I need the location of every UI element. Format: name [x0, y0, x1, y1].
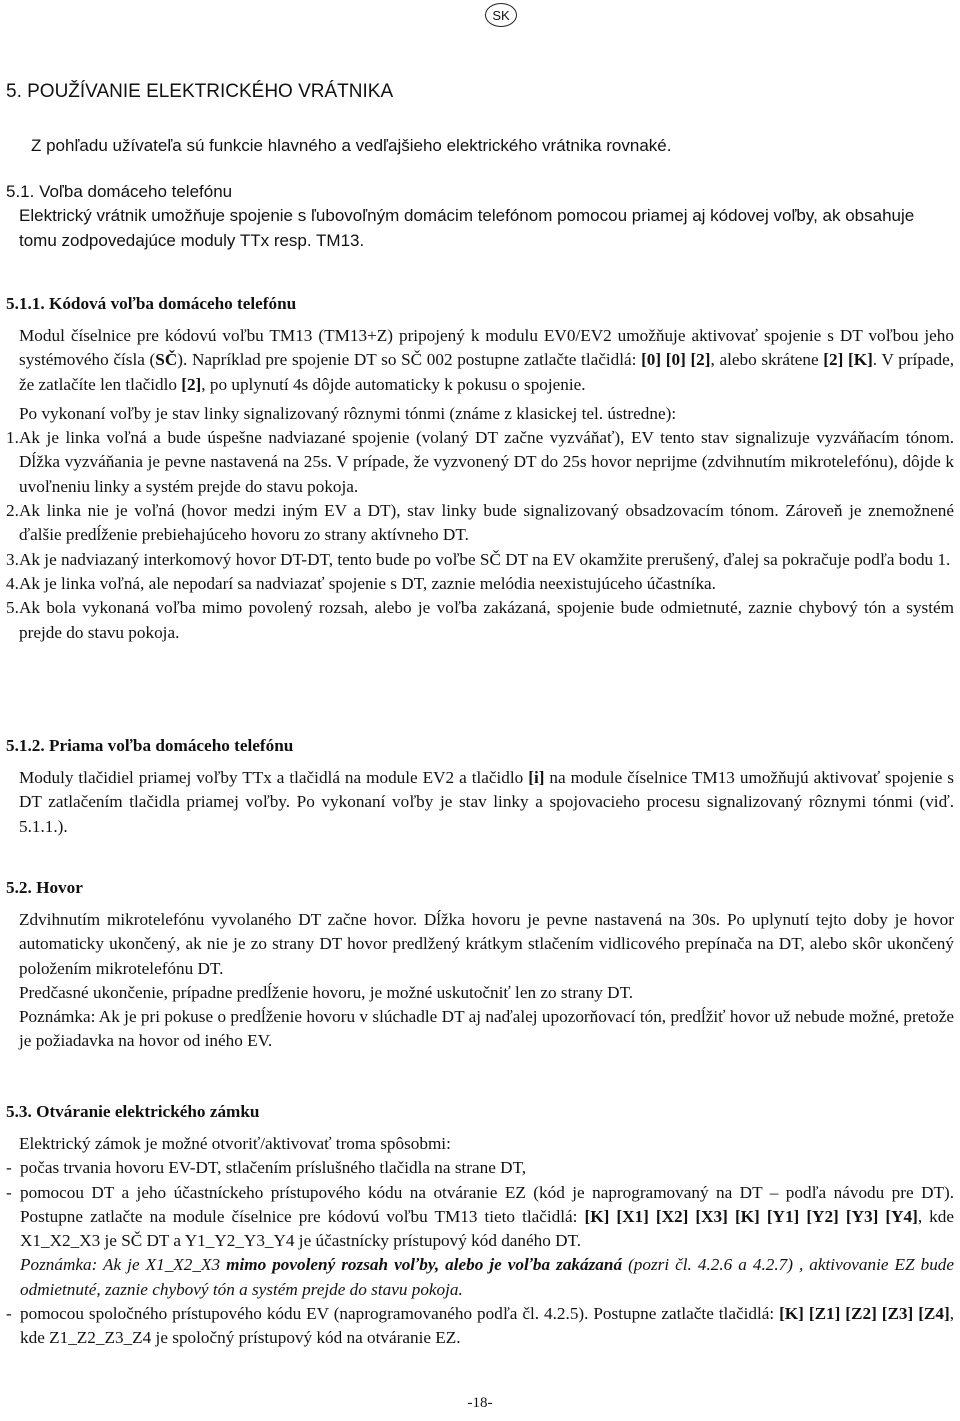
- p1-text-c: ). Napríklad pre spojenie DT so SČ 002 postupne zatlačte tlačidlá:: [177, 350, 642, 370]
- section-5-3: [6, 1100, 954, 1351]
- section-5-2: [6, 876, 954, 1054]
- p1-text-e: , alebo skrátene: [710, 350, 824, 370]
- note-bold: mimo povolený rozsah voľby, alebo je voľba zakázaná: [226, 1255, 623, 1275]
- intro-text: Z pohľadu užívateľa sú funkcie hlavného a vedľajšieho elektrického vrátnika rovnaké.: [31, 136, 672, 155]
- p1-sc-bold: SČ: [155, 350, 178, 370]
- chapter-title: 5. POUŽÍVANIE ELEKTRICKÉHO VRÁTNIKA: [6, 81, 394, 102]
- section-5-2-p1: Zdvihnutím mikrotelefónu vyvolaného DT začne hovor. Dĺžka hovoru je pevne nastavená na 30s. Po uplynutí tejto doby je hovor automaticky ukončený, ak nie je zo strany DT hovor predlžený krátkym stlačením vidlicového prepínača na DT, alebo skôr ukončený položením mikrotelefónu DT.: [19, 910, 954, 978]
- section-5-1-text: Elektrický vrátnik umožňuje spojenie s ľubovoľným domácim telefónom pomocou priamej aj kódovej voľby, ak obsahuje tomu zodpovedajúce moduly TTx resp. TM13.: [19, 206, 915, 250]
- key-i: [i]: [528, 768, 545, 787]
- list-item: 3. Ak je nadviazaný interkomový hovor DT-DT, tento bude po voľbe SČ DT na EV okamžite prerušený, ďalej sa pokračuje podľa bodu 1.: [6, 549, 951, 569]
- key-sequence-ev: [K] [Z1] [Z2] [Z3] [Z4]: [779, 1304, 950, 1324]
- list-item: 2. Ak linka nie je voľná (hovor medzi iným EV a DT), stav linky bude signalizovaný obsadzovacím tónom. Zároveň je znemožnené ďalšie predĺženie prebiehajúceho hovoru zo strany aktívneho DT.: [6, 501, 954, 545]
- section-5-1-1: [6, 292, 954, 645]
- section-5-2-note: Poznámka: Ak je pri pokuse o predĺženie hovoru v slúchadle DT aj naďalej upozorňovací tón, predĺžiť hovor už nebude možné, pretože je požiadavka na hovor od iného EV.: [19, 1007, 954, 1051]
- language-badge: SK: [485, 3, 517, 27]
- list-item: - pomocou spoločného prístupového kódu EV (naprogramovaného podľa čl. 4.2.5). Postupne zatlačte tlačidlá: [K] [Z1] [Z2] [Z3] [Z4], kde Z1_Z2_Z3_Z4 je spoločný prístupový kód na otváranie EZ.: [6, 1304, 954, 1348]
- section-5-1-1-title: 5.1.1. Kódová voľba domáceho telefónu: [6, 294, 297, 313]
- section-5-3-title: 5.3. Otváranie elektrického zámku: [6, 1102, 260, 1121]
- section-5-2-p2: Predčasné ukončenie, prípadne predĺženie hovoru, je možné uskutočniť len zo strany DT.: [19, 982, 634, 1002]
- section-5-1-2-text: Moduly tlačidiel priamej voľby TTx a tlačidlá na module EV2 a tlačidlo [i] na module číselnice TM13 umožňujú aktivovať spojenie s DT zatlačením tlačidla priamej voľby. Po vykonaní voľby je stav linky a spojovacieho procesu signalizovaný rôznymi tónmi (viď. 5.1.1.).: [19, 768, 954, 836]
- p1-keys-2k: [2] [K]: [823, 350, 873, 370]
- section-5-1-1-paragraph: [6, 324, 954, 397]
- p1-key-2: [2]: [181, 374, 202, 394]
- page-number: -18-: [467, 1395, 493, 1411]
- p1-keys-002: [0] [0] [2]: [641, 350, 711, 370]
- section-5-1: [6, 180, 954, 253]
- p1-text-i: , po uplynutí 4s dôjde automaticky k pokusu o spojenie.: [201, 374, 586, 394]
- key-sequence-dt: [K] [X1] [X2] [X3] [K] [Y1] [Y2] [Y3] [Y4]: [584, 1206, 918, 1226]
- list-item: - pomocou DT a jeho účastníckeho prístupového kódu na otváranie EZ (kód je naprogramovaný na DT – podľa návodu pre DT). Postupne zatlačte na module číselnice pre kódovú voľbu TM13 tieto tlačidlá: [K] [X1] [X2] [X3] [K] [Y1] [Y2] [Y3] [Y4], kde X1_X2_X3 je SČ DT a Y1_Y2_Y3_Y4 je účastnícky prístupový kód daného DT.: [6, 1182, 955, 1251]
- p1-text-a: Modul číselnice pre kódovú voľbu TM13 (TM13+Z) pripojený k modulu EV0/EV2 umožňuje aktivovať spojenie s DT voľbou jeho systémového čísla (: [19, 326, 954, 370]
- list-item: - počas trvania hovoru EV-DT, stlačením príslušného tlačidla na strane DT,: [6, 1158, 527, 1178]
- section-5-2-title: 5.2. Hovor: [6, 878, 83, 897]
- list-item: 5. Ak bola vykonaná voľba mimo povolený rozsah, alebo je voľba zakázaná, spojenie bude odmietnuté, zaznie chybový tón a systém prejde do stavu pokoja.: [6, 598, 954, 642]
- section-5-1-2: [6, 734, 954, 839]
- list-item: 4. Ak je linka voľná, ale nepodarí sa nadviazať spojenie s DT, zaznie melódia neexistujúceho účastníka.: [6, 573, 716, 593]
- tones-intro: Po vykonaní voľby je stav linky signalizovaný rôznymi tónmi (známe z klasickej tel. ústredne):: [19, 403, 677, 423]
- section-5-3-intro: Elektrický zámok je možné otvoriť/aktivovať troma spôsobmi:: [19, 1134, 451, 1153]
- section-5-1-title: 5.1. Voľba domáceho telefónu: [6, 182, 233, 201]
- section-5-1-2-title: 5.1.2. Priama voľba domáceho telefónu: [6, 736, 294, 755]
- note-italic: Poznámka: Ak je X1_X2_X3 mimo povolený rozsah voľby, alebo je voľba zakázaná (pozri čl. 4.2.6 a 4.2.7) , aktivovanie EZ bude odmietnuté, zaznie chybový tón a systém prejde do stavu pokoja.: [20, 1255, 955, 1299]
- p1-text-g: . V prípade, že zatlačíte len tlačidlo: [19, 350, 955, 394]
- chapter-intro: [6, 134, 954, 158]
- list-item: 1. Ak je linka voľná a bude úspešne nadviazané spojenie (volaný DT začne vyzváňať), EV tento stav signalizuje vyzváňacím tónom. Dĺžka vyzváňania je pevne nastavená na 25s. V prípade, že vyzvonený DT do 25s hovor neprijme (zdvihnutím mikrotelefónu), dôjde k uvoľneniu linky a systém prejde do stavu pokoja.: [6, 428, 954, 496]
